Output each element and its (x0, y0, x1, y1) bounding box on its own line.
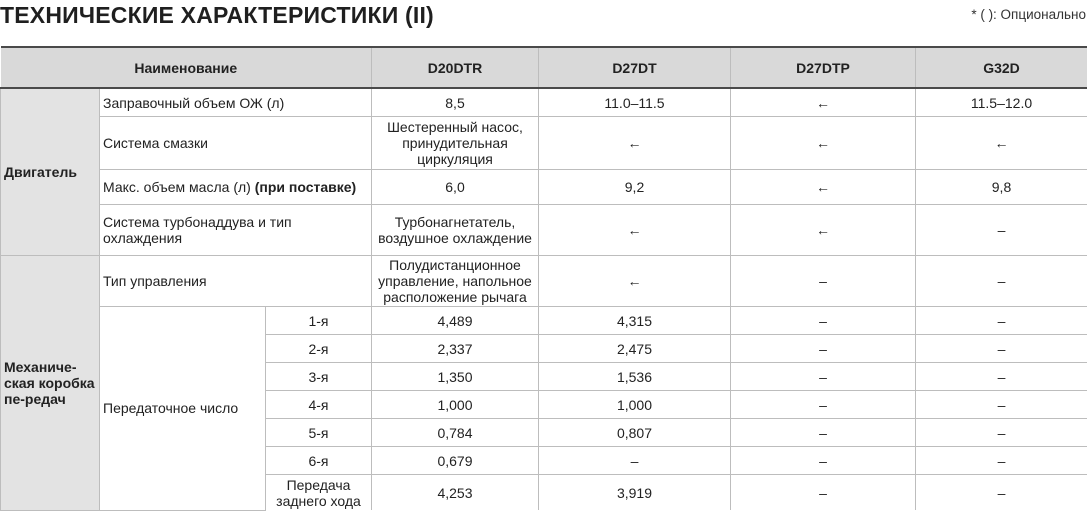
table-row (1, 307, 1087, 335)
cell-value: 11.0–11.5 (539, 88, 731, 117)
header-row (1, 47, 1087, 88)
row-label: Тип управления (100, 256, 372, 307)
table-row (1, 88, 1087, 117)
cell-value: ← (731, 170, 916, 205)
group-engine: Двигатель (1, 88, 100, 256)
header-d27dt: D27DT (539, 47, 731, 88)
gear-ratio-label: Передаточное число (100, 307, 266, 511)
gear-name: 1-я (266, 307, 372, 335)
row-label-bold: (при поставке) (254, 179, 357, 195)
row-label-text: Макс. объем масла (л) (103, 179, 251, 195)
cell-value: – (916, 447, 1087, 475)
gear-name: 4-я (266, 391, 372, 419)
cell-value: – (731, 419, 916, 447)
cell-value: 8,5 (372, 88, 539, 117)
cell-value: – (916, 391, 1087, 419)
cell-value: – (916, 419, 1087, 447)
cell-value: ← (731, 205, 916, 256)
header-name: Наименование (1, 47, 372, 88)
cell-value: 1,350 (372, 363, 539, 391)
cell-value: 2,475 (539, 335, 731, 363)
cell-value: – (916, 475, 1087, 511)
cell-value: 0,784 (372, 419, 539, 447)
header-g32d: G32D (916, 47, 1087, 88)
cell-value: ← (731, 88, 916, 117)
cell-value: – (916, 363, 1087, 391)
cell-value: 0,679 (372, 447, 539, 475)
cell-value: – (539, 447, 731, 475)
cell-value: 2,337 (372, 335, 539, 363)
cell-value: 4,253 (372, 475, 539, 511)
cell-value: – (731, 307, 916, 335)
cell-value: – (916, 256, 1087, 307)
row-label: Система смазки (100, 117, 372, 170)
table-row (1, 205, 1087, 256)
group-transmission: Механиче-ская коробка пе-редач (1, 256, 100, 511)
cell-value: 11.5–12.0 (916, 88, 1087, 117)
header-d27dtp: D27DTP (731, 47, 916, 88)
cell-value: – (916, 307, 1087, 335)
cell-value: – (916, 335, 1087, 363)
table-row (1, 170, 1087, 205)
cell-value: 3,919 (539, 475, 731, 511)
gear-name: 6-я (266, 447, 372, 475)
row-label: Заправочный объем ОЖ (л) (100, 88, 372, 117)
cell-value: – (916, 205, 1087, 256)
cell-value: – (731, 447, 916, 475)
cell-value: 9,2 (539, 170, 731, 205)
cell-value: 4,315 (539, 307, 731, 335)
row-label (100, 170, 372, 205)
header-d20dtr: D20DTR (372, 47, 539, 88)
option-note: * ( ): Опционально (971, 7, 1086, 22)
cell-value: 9,8 (916, 170, 1087, 205)
gear-name: 5-я (266, 419, 372, 447)
row-label: Система турбонаддува и тип охлаждения (100, 205, 372, 256)
cell-value: – (731, 391, 916, 419)
table-row (1, 117, 1087, 170)
cell-value: ← (539, 117, 731, 170)
cell-value: ← (916, 117, 1087, 170)
cell-value: – (731, 256, 916, 307)
spec-table (0, 46, 1087, 511)
gear-name: 2-я (266, 335, 372, 363)
cell-value: 6,0 (372, 170, 539, 205)
cell-value: – (731, 335, 916, 363)
cell-value: – (731, 363, 916, 391)
cell-value: ← (539, 256, 731, 307)
gear-name: Передача заднего хода (266, 475, 372, 511)
cell-value: ← (539, 205, 731, 256)
cell-value: 1,000 (539, 391, 731, 419)
cell-value: 4,489 (372, 307, 539, 335)
cell-value: ← (731, 117, 916, 170)
cell-value: 1,536 (539, 363, 731, 391)
page-title: ТЕХНИЧЕСКИЕ ХАРАКТЕРИСТИКИ (II) (0, 2, 434, 28)
cell-value: Полудистанционное управление, напольное расположение рычага (372, 256, 539, 307)
cell-value: – (731, 475, 916, 511)
cell-value: 0,807 (539, 419, 731, 447)
cell-value: Шестеренный насос, принудительная циркуляция (372, 117, 539, 170)
table-row (1, 256, 1087, 307)
gear-name: 3-я (266, 363, 372, 391)
cell-value: 1,000 (372, 391, 539, 419)
cell-value: Турбонагнетатель, воздушное охлаждение (372, 205, 539, 256)
